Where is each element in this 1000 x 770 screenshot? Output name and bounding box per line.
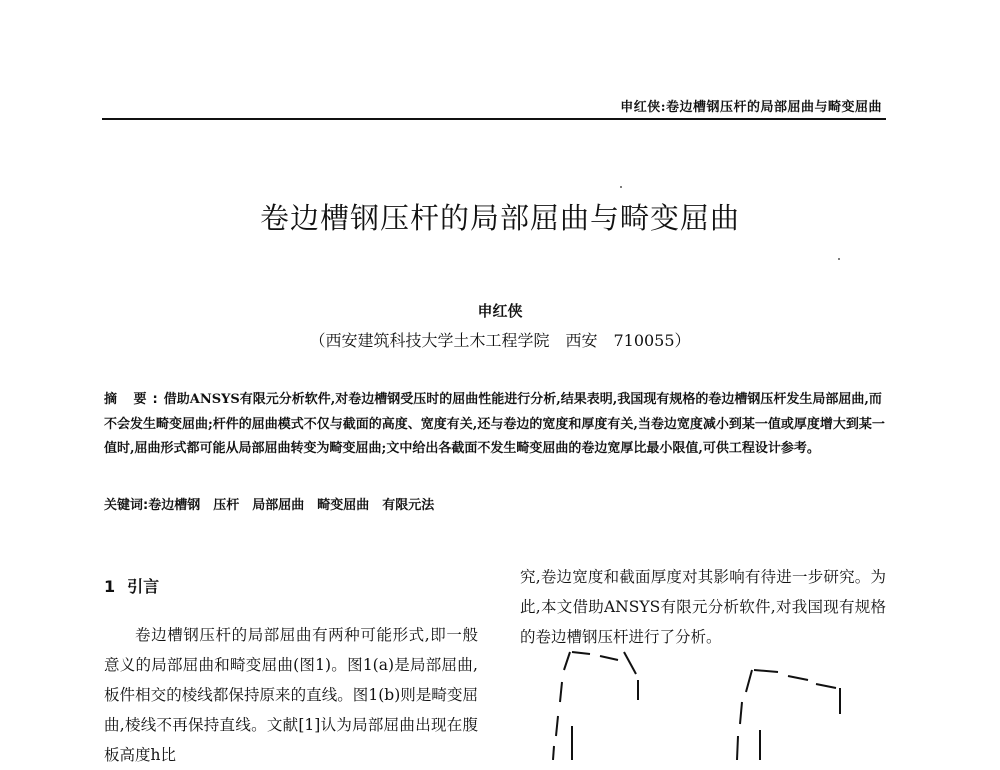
paper-title: 卷边槽钢压杆的局部屈曲与畸变屈曲 xyxy=(259,201,740,235)
left-column-body xyxy=(104,620,478,770)
keywords xyxy=(104,494,886,513)
abstract-text: 借助ANSYS有限元分析软件,对卷边槽钢受压时的屈曲性能进行分析,结果表明,我国现有规格的卷边槽钢压杆发生局部屈曲,而不会发生畸变屈曲;杆件的屈曲模式不仅与截面的高度、宽度有关,还与卷边的宽度和厚度有关,当卷边宽度减小到某一值或厚度增大到某一值时,屈曲形式都可能从局部屈曲转变为畸变屈曲;文中给出各截面不发生畸变屈曲的卷边宽厚比最小限值,可供工程设计参考。 xyxy=(104,392,885,456)
keywords-label: 关键词: xyxy=(104,498,149,513)
scan-speck xyxy=(838,258,840,260)
running-header xyxy=(102,96,886,120)
header-rule xyxy=(102,118,886,120)
figure-1b-distortional-buckling xyxy=(737,670,840,760)
intro-paragraph: 卷边槽钢压杆的局部屈曲有两种可能形式,即一般意义的局部屈曲和畸变屈曲(图1)。图1(a)是局部屈曲,板件相交的棱线都保持原来的直线。图1(b)则是畸变屈曲,棱线不再保持直线。文献[1]认为局部屈曲出现在腹板高度h比 xyxy=(104,626,478,764)
figure-1-buckling-sketch xyxy=(520,640,886,760)
right-column-paragraph: 究,卷边宽度和截面厚度对其影响有待进一步研究。为此,本文借助ANSYS有限元分析软件,对我国现有规格的卷边槽钢压杆进行了分析。 xyxy=(520,568,886,646)
running-header-text: 申红侠:卷边槽钢压杆的局部屈曲与畸变屈曲 xyxy=(620,100,882,115)
abstract xyxy=(104,388,886,462)
author-affiliation: （西安建筑科技大学土木工程学院 西安 710055） xyxy=(309,331,691,350)
right-column-body xyxy=(520,562,886,652)
section-number: 1 xyxy=(104,577,116,596)
figure-1a-local-buckling xyxy=(553,652,638,760)
abstract-label: 摘 要: xyxy=(104,392,164,407)
section-heading-intro xyxy=(104,574,159,597)
scan-speck xyxy=(620,186,622,188)
keywords-text: 卷边槽钢 压杆 局部屈曲 畸变屈曲 有限元法 xyxy=(148,498,435,513)
author-name: 申红侠 xyxy=(477,302,523,320)
section-title: 引言 xyxy=(127,577,160,596)
